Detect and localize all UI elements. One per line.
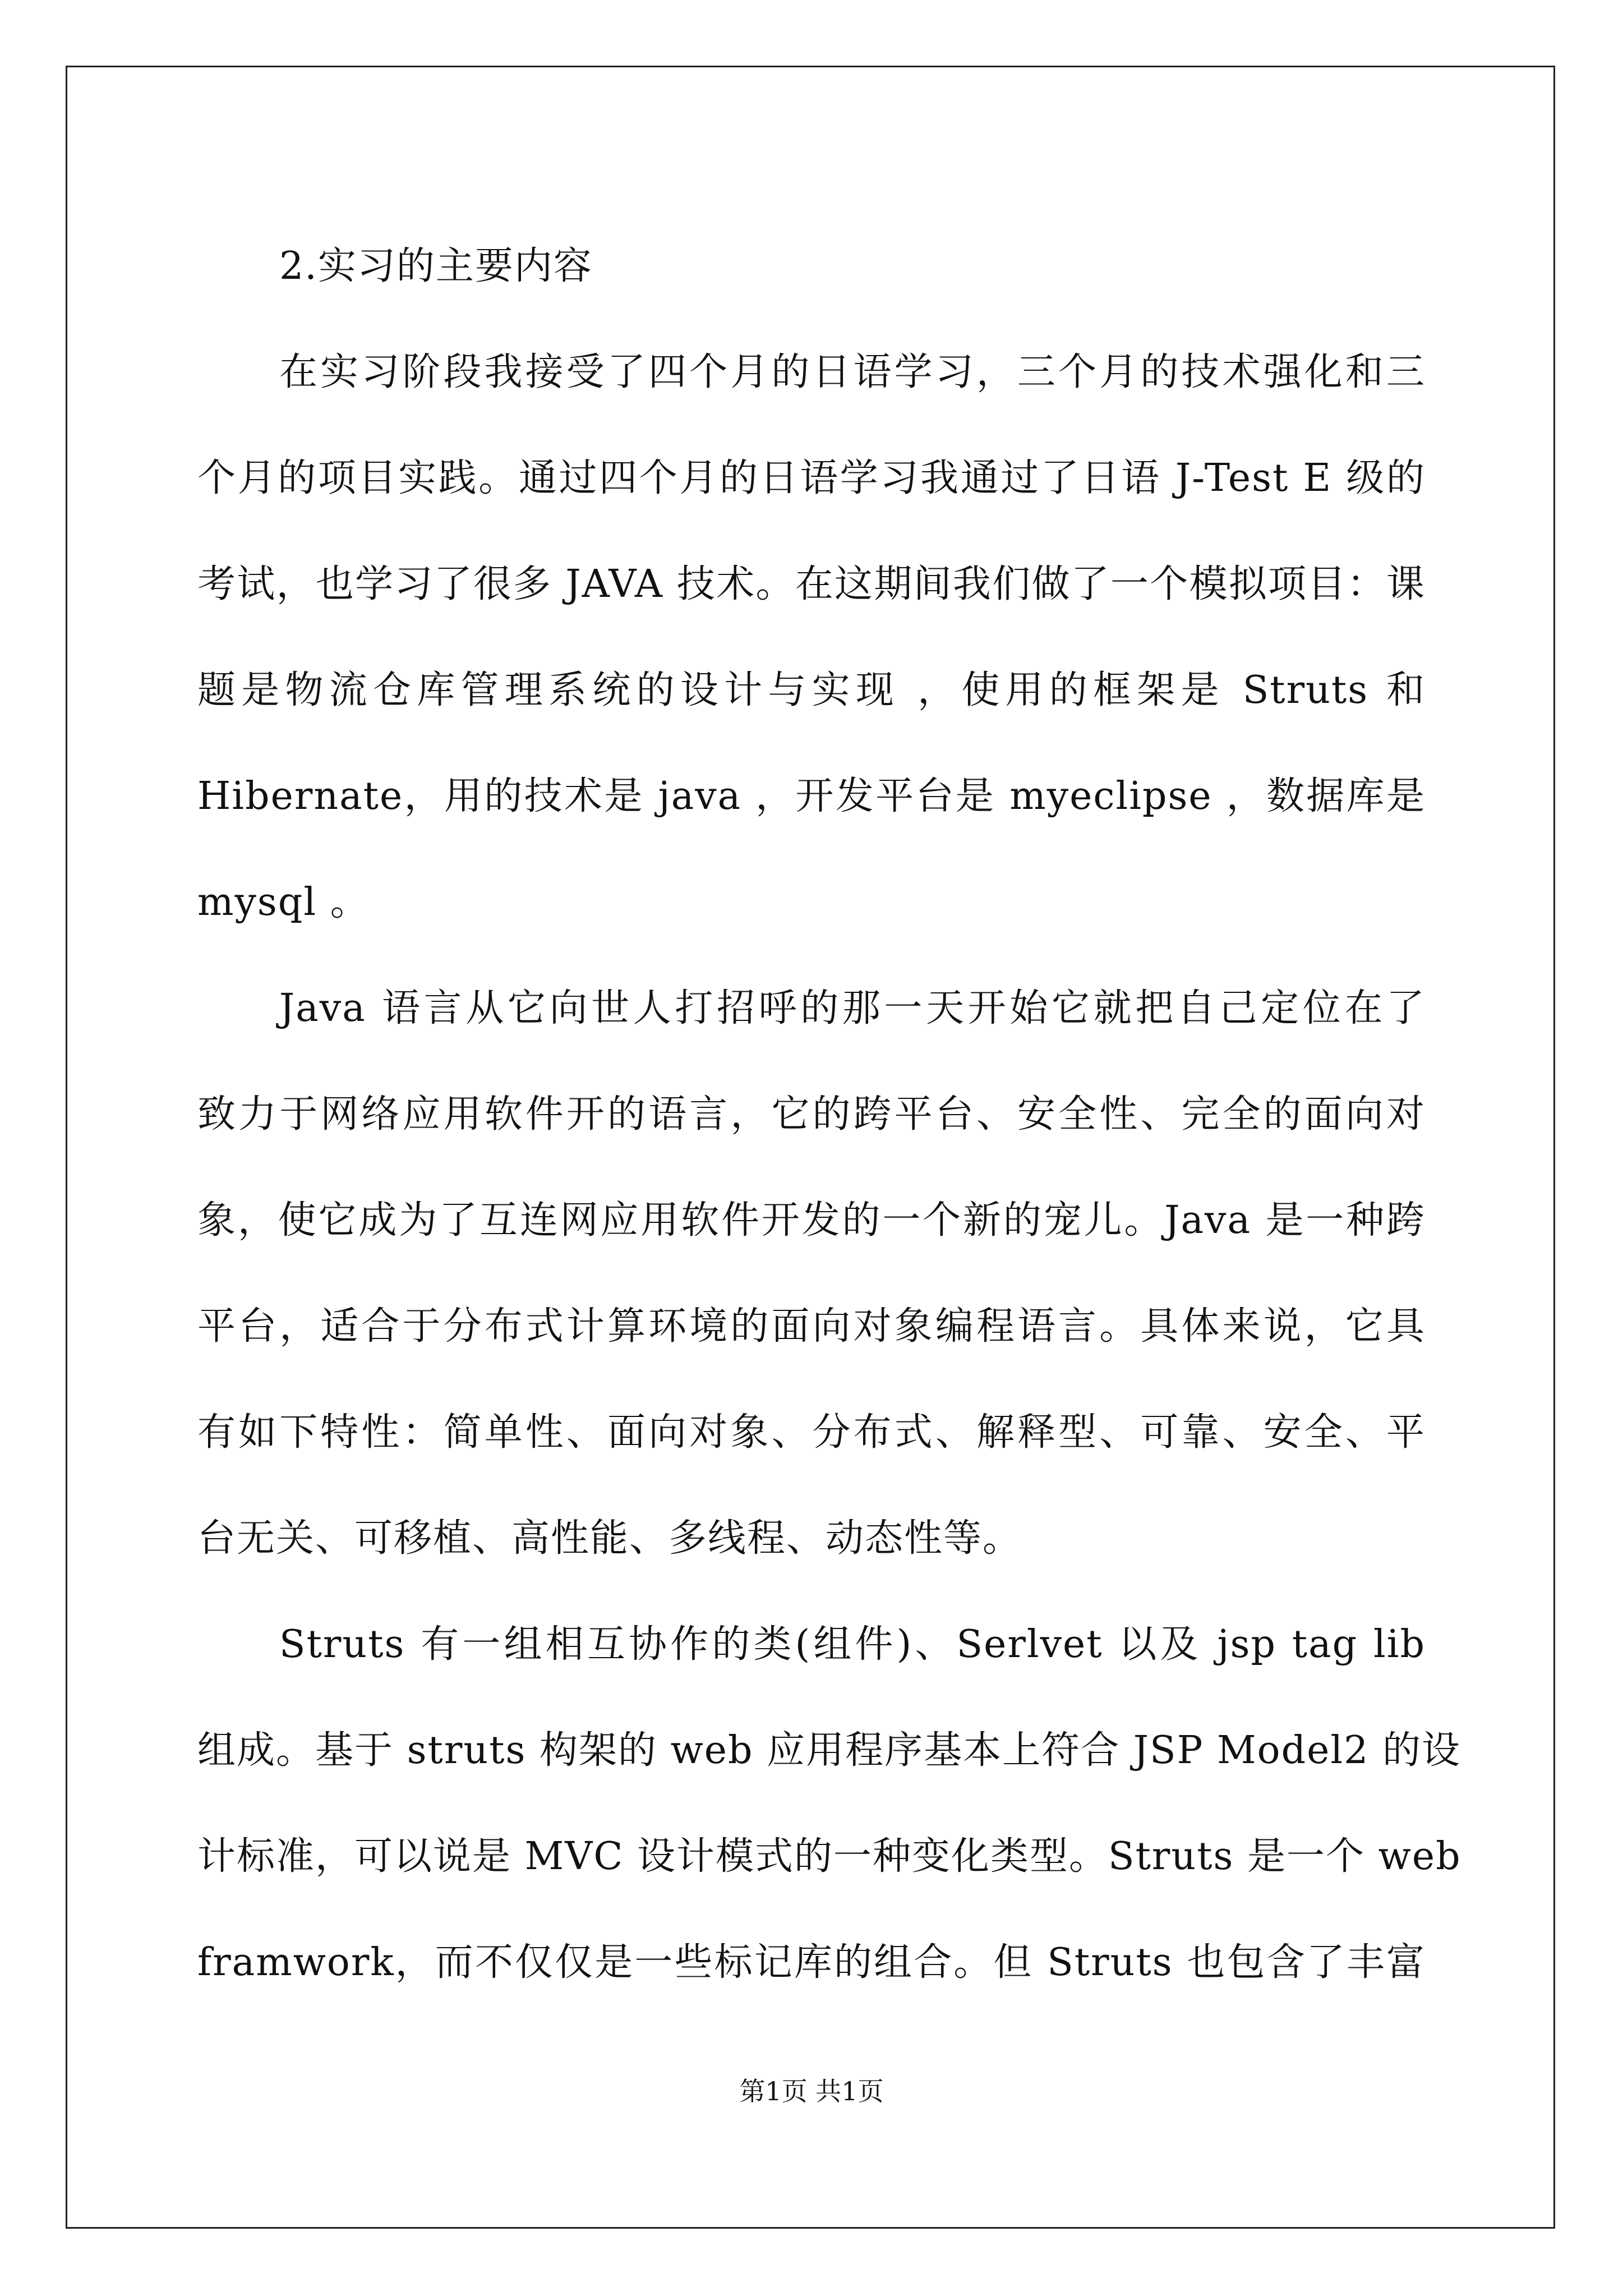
page-footer: 第1页 共1页 xyxy=(739,2076,884,2106)
text-line: 组成。基于 struts 构架的 web 应用程序基本上符合 JSP Model2 的设 xyxy=(197,1728,1461,1773)
text-line: 考试，也学习了很多 JAVA 技术。在这期间我们做了一个模拟项目：课 xyxy=(197,562,1426,606)
text-line: 致力于网络应用软件开的语言，它的跨平台、安全性、完全的面向对 xyxy=(197,1092,1426,1137)
text-line: 2.实习的主要内容 xyxy=(279,244,593,288)
text-line: 有如下特性：简单性、面向对象、分布式、解释型、可靠、安全、平 xyxy=(197,1410,1426,1455)
text-line: 平台，适合于分布式计算环境的面向对象编程语言。具体来说，它具 xyxy=(197,1304,1426,1349)
text-line: mysql 。 xyxy=(197,880,370,924)
text-line: 个月的项目实践。通过四个月的日语学习我通过了日语 J-Test E 级的 xyxy=(197,456,1426,500)
document-body xyxy=(197,213,1461,2016)
text-line: Hibernate，用的技术是 java ，开发平台是 myeclipse ，数据库是 xyxy=(197,774,1426,818)
text-line: 台无关、可移植、高性能、多线程、动态性等。 xyxy=(197,1516,1022,1561)
text-line: Struts 有一组相互协作的类(组件)、Serlvet 以及 jsp tag lib xyxy=(279,1622,1426,1667)
text-line: 在实习阶段我接受了四个月的日语学习，三个月的技术强化和三 xyxy=(279,350,1426,394)
text-line: 象，使它成为了互连网应用软件开发的一个新的宠儿。Java 是一种跨 xyxy=(197,1198,1426,1243)
text-line: framwork，而不仅仅是一些标记库的组合。但 Struts 也包含了丰富 xyxy=(197,1940,1426,1985)
text-line: 题是物流仓库管理系统的设计与实现 ，使用的框架是 Struts 和 xyxy=(197,668,1426,712)
text-line: Java 语言从它向世人打招呼的那一天开始它就把自己定位在了 xyxy=(279,986,1426,1030)
text-line: 计标准，可以说是 MVC 设计模式的一种变化类型。Struts 是一个 web xyxy=(197,1834,1461,1879)
